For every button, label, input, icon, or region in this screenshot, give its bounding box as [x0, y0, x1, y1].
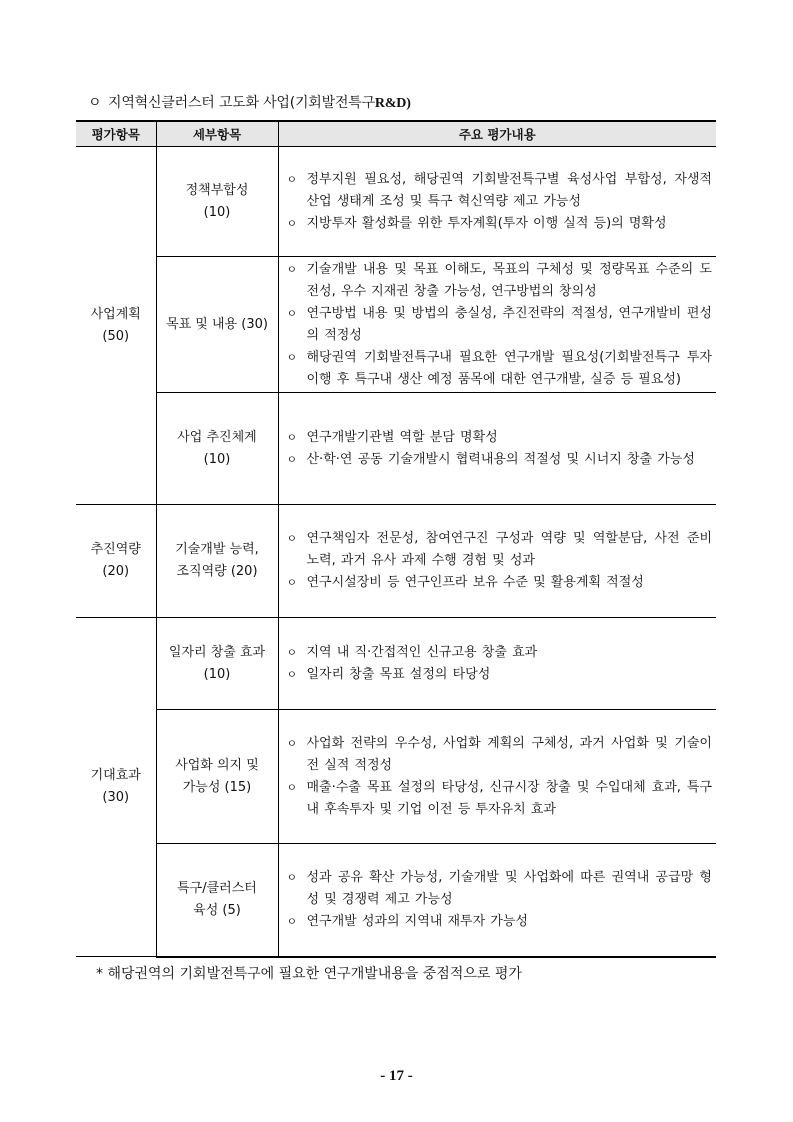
header-category: 평가항목	[76, 121, 156, 147]
table-row	[76, 844, 716, 957]
subitem-cell	[156, 618, 278, 710]
subitem-score: 가능성 (15)	[182, 779, 252, 795]
content-cell	[278, 844, 716, 957]
subitem-score: (10)	[203, 204, 231, 220]
content-cell	[278, 257, 716, 393]
subitem-cell	[156, 844, 278, 957]
table-row	[76, 710, 716, 844]
category-cell	[76, 147, 156, 505]
list-item: ㅇ 산·학·연 공동 기술개발시 협력내용의 적절성 및 시너지 창출 가능성	[287, 449, 713, 471]
footnote: * 해당권역의 기회발전특구에 필요한 연구개발내용을 중점적으로 평가	[96, 966, 522, 982]
subitem-score: 조직역량 (20)	[176, 564, 258, 579]
header-subitem: 세부항목	[156, 121, 278, 147]
subitem-label: 사업화 의지 및	[175, 757, 259, 773]
subitem-label: 사업 추진체계	[177, 429, 257, 445]
subitem-cell	[156, 147, 278, 257]
subitem-cell	[156, 393, 278, 505]
content-cell	[278, 710, 716, 844]
list-item: ㅇ 매출·수출 목표 설정의 타당성, 신규시장 창출 및 수입대체 효과, 특구내 후속투자 및 기업 이전 등 투자유치 효과	[287, 777, 713, 821]
list-item: ㅇ 사업화 전략의 우수성, 사업화 계획의 구체성, 과거 사업화 및 기술이전 실적 적정성	[287, 733, 713, 777]
evaluation-table	[76, 120, 716, 958]
list-item: ㅇ 정부지원 필요성, 해당권역 기회발전특구별 육성사업 부합성, 자생적 산업 생태계 조성 및 특구 혁신역량 제고 가능성	[287, 169, 713, 213]
table-row	[76, 618, 716, 710]
subitem-label: 기술개발 능력,	[175, 542, 259, 557]
subitem-score: (10)	[203, 666, 231, 682]
category-score: (50)	[102, 328, 130, 344]
subitem-cell	[156, 257, 278, 393]
content-cell	[278, 147, 716, 257]
list-item: ㅇ 연구책임자 전문성, 참여연구진 구성과 역량 및 역할분담, 사전 준비 노력, 과거 유사 과제 수행 경험 및 성과	[287, 528, 713, 572]
table-row	[76, 257, 716, 393]
content-cell	[278, 618, 716, 710]
list-item: ㅇ 연구개발 성과의 지역내 재투자 가능성	[287, 911, 713, 933]
category-label: 기대효과	[90, 768, 141, 783]
list-item: ㅇ 연구개발기관별 역할 분담 명확성	[287, 427, 713, 449]
category-label: 추진역량	[90, 542, 141, 557]
list-item: ㅇ 연구방법 내용 및 방법의 충실성, 추진전략의 적절성, 연구개발비 편성의 적정성	[287, 303, 713, 347]
section-heading	[88, 92, 411, 112]
table-row	[76, 393, 716, 505]
subitem-label: 정책부합성	[185, 182, 249, 198]
subitem-label: 목표 및 내용 (30)	[166, 316, 268, 332]
subitem-cell	[156, 710, 278, 844]
subitem-label: 특구/클러스터	[177, 880, 257, 896]
header-content: 주요 평가내용	[278, 121, 716, 147]
subitem-score: 육성 (5)	[193, 902, 241, 918]
page-number: - 17 -	[380, 1068, 413, 1084]
table-row	[76, 147, 716, 257]
subitem-cell	[156, 505, 278, 618]
subitem-label: 일자리 창출 효과	[168, 644, 266, 660]
heading-text: 지역혁신클러스터 고도화 사업(기회발전특구	[108, 95, 375, 111]
category-cell	[76, 505, 156, 618]
list-item: ㅇ 해당권역 기회발전특구내 필요한 연구개발 필요성(기회발전특구 투자 이행 후 특구내 생산 예정 품목에 대한 연구개발, 실증 등 필요성)	[287, 347, 713, 391]
category-score: (30)	[102, 790, 130, 805]
category-label: 사업계획	[90, 306, 141, 322]
list-item: ㅇ 성과 공유 확산 가능성, 기술개발 및 사업화에 따른 권역내 공급망 형성 및 경쟁력 제고 가능성	[287, 867, 713, 911]
category-cell	[76, 618, 156, 957]
list-item: ㅇ 일자리 창출 목표 설정의 타당성	[287, 664, 713, 686]
category-score: (20)	[102, 564, 130, 579]
list-item: ㅇ 연구시설장비 등 연구인프라 보유 수준 및 활용계획 적절성	[287, 572, 713, 594]
heading-bullet: ㅇ	[88, 95, 102, 111]
list-item: ㅇ 기술개발 내용 및 목표 이해도, 목표의 구체성 및 정량목표 수준의 도전성, 우수 지재권 창출 가능성, 연구방법의 창의성	[287, 259, 713, 303]
heading-suffix: R&D)	[374, 96, 411, 111]
table-row	[76, 505, 716, 618]
subitem-score: (10)	[203, 451, 231, 467]
content-cell	[278, 393, 716, 505]
list-item: ㅇ 지방투자 활성화를 위한 투자계획(투자 이행 실적 등)의 명확성	[287, 213, 713, 235]
table-header-row	[76, 121, 716, 147]
content-cell	[278, 505, 716, 618]
list-item: ㅇ 지역 내 직·간접적인 신규고용 창출 효과	[287, 642, 713, 664]
